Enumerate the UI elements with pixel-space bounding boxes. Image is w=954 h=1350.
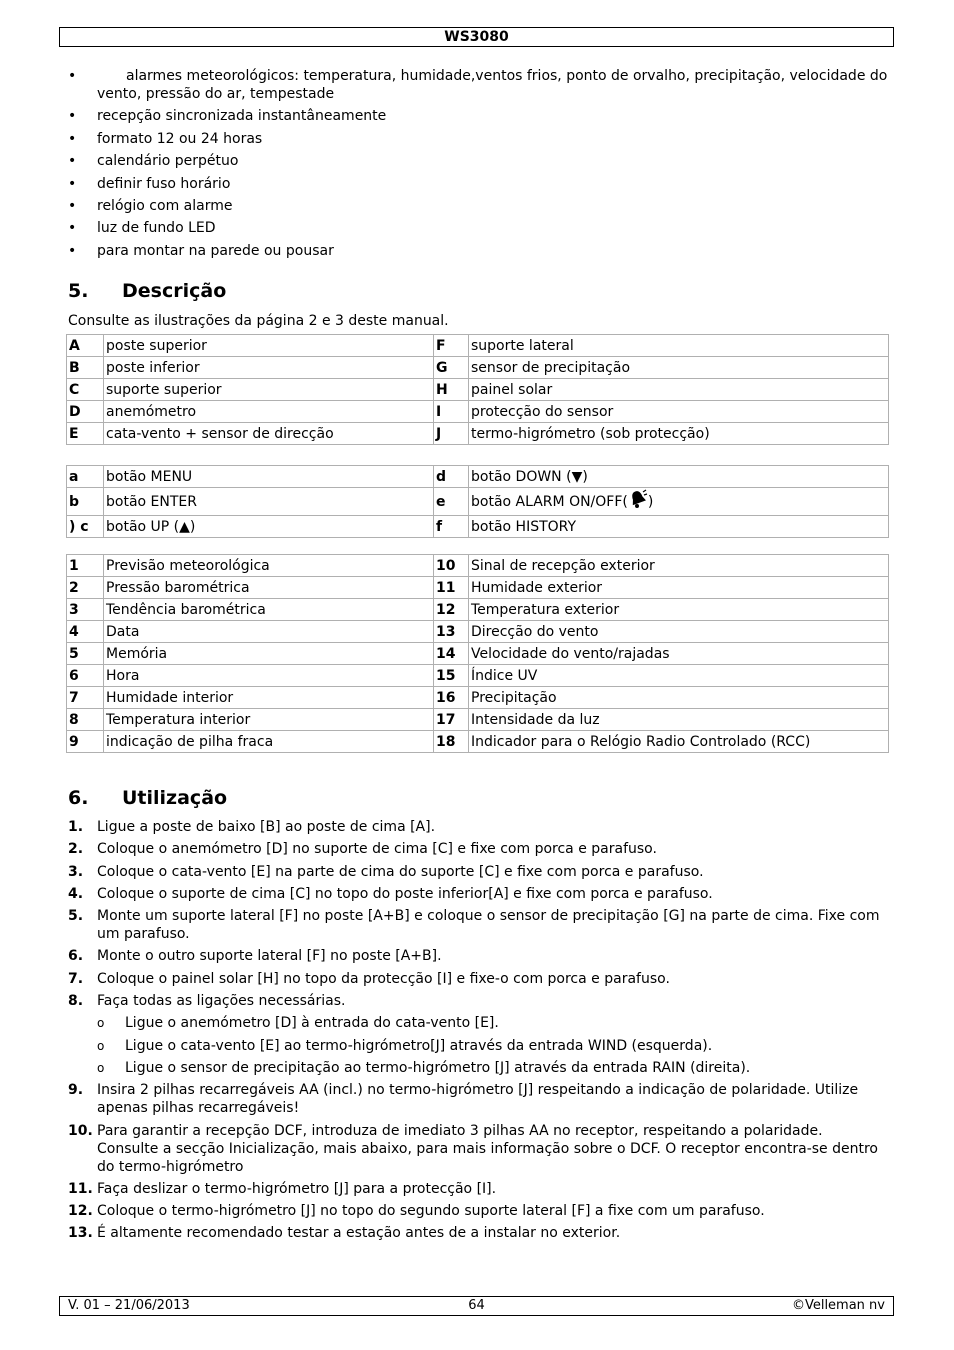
row-key: H xyxy=(434,379,469,401)
list-item xyxy=(68,1180,888,1198)
display-table xyxy=(66,554,889,753)
row-value: poste superior xyxy=(104,335,434,357)
alarm-bell-icon xyxy=(628,489,648,515)
table-row xyxy=(67,709,889,731)
step-number: 3. xyxy=(68,863,84,880)
row-key: 13 xyxy=(434,621,469,643)
row-value: Humidade interior xyxy=(104,687,434,709)
row-value: botão MENU xyxy=(104,466,434,488)
list-item xyxy=(68,1081,888,1117)
row-value: Data xyxy=(104,621,434,643)
row-value: Temperatura exterior xyxy=(469,599,889,621)
table-row xyxy=(67,423,889,445)
row-key: F xyxy=(434,335,469,357)
table-row xyxy=(67,731,889,753)
section-number: 5. xyxy=(68,280,89,302)
step-number: 8. xyxy=(68,993,84,1010)
table-row xyxy=(67,687,889,709)
list-item xyxy=(68,907,888,943)
section-title: Utilização xyxy=(122,787,228,809)
row-value: Índice UV xyxy=(469,665,889,687)
sub-bullet-icon: o xyxy=(97,1060,105,1075)
bullet-icon: • xyxy=(68,197,77,214)
row-value: Hora xyxy=(104,665,434,687)
list-item xyxy=(68,885,888,903)
usage-steps xyxy=(68,818,888,1247)
row-value: Velocidade do vento/rajadas xyxy=(469,643,889,665)
row-key: 3 xyxy=(67,599,104,621)
feature-list xyxy=(68,67,888,264)
table-row xyxy=(67,665,889,687)
row-value: indicação de pilha fraca xyxy=(104,731,434,753)
list-item-text: para montar na parede ou pousar xyxy=(97,242,334,259)
row-value: botão DOWN (▼) xyxy=(469,466,889,488)
parts-table xyxy=(66,334,889,445)
list-item-text: recepção sincronizada instantâneamente xyxy=(97,108,387,125)
row-key: D xyxy=(67,401,104,423)
list-item-text: alarmes meteorológicos: temperatura, humidade,ventos frios, ponto de orvalho, precipitação, velocidade do vento, pressão do ar, tempestade xyxy=(97,68,888,102)
row-value: Temperatura interior xyxy=(104,709,434,731)
table-row xyxy=(67,466,889,488)
list-item xyxy=(68,242,888,260)
step-text: Coloque o painel solar [H] no topo da protecção [I] e fixe-o com porca e parafuso. xyxy=(97,970,670,987)
row-key: d xyxy=(434,466,469,488)
row-value: botão ENTER xyxy=(104,488,434,516)
list-item-text: relógio com alarme xyxy=(97,197,233,214)
row-key: 7 xyxy=(67,687,104,709)
step-text: Ligue o anemómetro [D] à entrada do cata-vento [E]. xyxy=(125,1015,499,1032)
list-item xyxy=(68,818,888,836)
list-item xyxy=(68,1202,888,1220)
bullet-icon: • xyxy=(68,130,77,147)
step-number: 9. xyxy=(68,1082,84,1099)
list-item xyxy=(68,863,888,881)
step-number: 2. xyxy=(68,841,84,858)
section-heading-6 xyxy=(68,787,227,809)
row-key: 17 xyxy=(434,709,469,731)
step-text: Coloque o suporte de cima [C] no topo do poste inferior[A] e fixe com porca e parafuso. xyxy=(97,885,713,902)
row-value: botão HISTORY xyxy=(469,516,889,538)
row-value: poste inferior xyxy=(104,357,434,379)
step-text: Monte o outro suporte lateral [F] no poste [A+B]. xyxy=(97,948,442,965)
row-key: 9 xyxy=(67,731,104,753)
footer-company: ©Velleman nv xyxy=(791,1298,885,1313)
sub-bullet-icon: o xyxy=(97,1016,105,1031)
row-key: 8 xyxy=(67,709,104,731)
bullet-icon: • xyxy=(68,68,77,84)
list-item xyxy=(68,840,888,858)
row-value: protecção do sensor xyxy=(469,401,889,423)
row-value: Previsão meteorológica xyxy=(104,555,434,577)
step-number: 4. xyxy=(68,885,84,902)
step-text: Insira 2 pilhas recarregáveis AA (incl.) no termo-higrómetro [J] respeitando a indicação de polaridade. Utilize apenas pilhas recarregáveis! xyxy=(97,1082,859,1117)
row-key: C xyxy=(67,379,104,401)
list-item xyxy=(68,992,888,1010)
row-key: 5 xyxy=(67,643,104,665)
step-number: 10. xyxy=(68,1122,93,1139)
section-title: Descrição xyxy=(122,280,227,302)
list-item xyxy=(68,1059,888,1077)
row-key: A xyxy=(67,335,104,357)
section-number: 6. xyxy=(68,787,89,809)
bullet-icon: • xyxy=(68,108,77,125)
row-key: 16 xyxy=(434,687,469,709)
row-key: I xyxy=(434,401,469,423)
row-key: 2 xyxy=(67,577,104,599)
row-value: anemómetro xyxy=(104,401,434,423)
page-header xyxy=(59,27,894,47)
section-intro: Consulte as ilustrações da página 2 e 3 deste manual. xyxy=(68,313,449,329)
row-value: Precipitação xyxy=(469,687,889,709)
row-key: 1 xyxy=(67,555,104,577)
row-value-text: ) xyxy=(647,493,654,510)
row-key: 4 xyxy=(67,621,104,643)
step-text: Ligue a poste de baixo [B] ao poste de cima [A]. xyxy=(97,819,436,835)
row-key: 10 xyxy=(434,555,469,577)
table-row xyxy=(67,488,889,516)
step-text: Ligue o cata-vento [E] ao termo-higrómetro[J] através da entrada WIND (esquerda). xyxy=(125,1037,713,1054)
step-number: 13. xyxy=(68,1225,93,1242)
document-title: WS3080 xyxy=(444,29,509,45)
list-item xyxy=(68,130,888,148)
row-value: Memória xyxy=(104,643,434,665)
list-item xyxy=(68,947,888,965)
step-number: 11. xyxy=(68,1180,93,1197)
list-item-text: luz de fundo LED xyxy=(97,220,216,237)
step-number: 6. xyxy=(68,948,84,965)
table-row xyxy=(67,401,889,423)
row-value: Direcção do vento xyxy=(469,621,889,643)
page-footer xyxy=(59,1296,894,1316)
row-value xyxy=(469,488,889,516)
list-item-text: formato 12 ou 24 horas xyxy=(97,130,263,147)
step-text: Coloque o anemómetro [D] no suporte de cima [C] e fixe com porca e parafuso. xyxy=(97,841,657,858)
row-value: Pressão barométrica xyxy=(104,577,434,599)
row-key: a xyxy=(67,466,104,488)
row-key: J xyxy=(434,423,469,445)
row-value: Indicador para o Relógio Radio Controlado (RCC) xyxy=(469,731,889,753)
list-item xyxy=(68,67,888,103)
list-item xyxy=(68,1122,888,1176)
step-text: Coloque o cata-vento [E] na parte de cima do suporte [C] e fixe com porca e parafuso. xyxy=(97,863,704,880)
table-row xyxy=(67,577,889,599)
row-value: Humidade exterior xyxy=(469,577,889,599)
row-key: ) c xyxy=(67,516,104,538)
row-key: 14 xyxy=(434,643,469,665)
list-item xyxy=(68,970,888,988)
row-value: painel solar xyxy=(469,379,889,401)
bullet-icon: • xyxy=(68,242,77,259)
row-key: E xyxy=(67,423,104,445)
table-row xyxy=(67,643,889,665)
table-row xyxy=(67,335,889,357)
buttons-table xyxy=(66,465,889,538)
row-key: 12 xyxy=(434,599,469,621)
row-key: 15 xyxy=(434,665,469,687)
table-row xyxy=(67,357,889,379)
step-number: 1. xyxy=(68,819,84,835)
row-value: suporte superior xyxy=(104,379,434,401)
row-value: Sinal de recepção exterior xyxy=(469,555,889,577)
list-item xyxy=(68,152,888,170)
bullet-icon: • xyxy=(68,175,77,192)
row-value: botão UP (▲) xyxy=(104,516,434,538)
step-text: Monte um suporte lateral [F] no poste [A+B] e coloque o sensor de precipitação [G] na parte de cima. Fixe com um parafuso. xyxy=(97,908,880,943)
row-value: termo-higrómetro (sob protecção) xyxy=(469,423,889,445)
step-text: Faça todas as ligações necessárias. xyxy=(97,993,346,1010)
list-item xyxy=(68,1014,888,1032)
bullet-icon: • xyxy=(68,220,77,237)
step-text: Para garantir a recepção DCF, introduza de imediato 3 pilhas AA no receptor, respeitando a polaridade. Consulte a secção Inicialização, mais abaixo, para mais informação sobre o DCF. O receptor encontra-se dentro do termo-higrómetro xyxy=(97,1122,878,1175)
step-number: 5. xyxy=(68,908,84,925)
table-row xyxy=(67,516,889,538)
row-value: suporte lateral xyxy=(469,335,889,357)
step-text: Ligue o sensor de precipitação ao termo-higrómetro [J] através da entrada RAIN (direita). xyxy=(125,1059,751,1076)
row-key: 11 xyxy=(434,577,469,599)
row-value: Tendência barométrica xyxy=(104,599,434,621)
footer-version: V. 01 – 21/06/2013 xyxy=(68,1298,190,1313)
footer-page-number: 64 xyxy=(468,1298,485,1313)
step-number: 7. xyxy=(68,970,84,987)
list-item xyxy=(68,107,888,125)
table-row xyxy=(67,599,889,621)
table-row xyxy=(67,621,889,643)
row-value: cata-vento + sensor de direcção xyxy=(104,423,434,445)
table-row xyxy=(67,555,889,577)
row-key: e xyxy=(434,488,469,516)
list-item-text: calendário perpétuo xyxy=(97,153,239,170)
list-item xyxy=(68,175,888,193)
row-value: Intensidade da luz xyxy=(469,709,889,731)
row-key: G xyxy=(434,357,469,379)
list-item xyxy=(68,1224,888,1242)
list-item-text: definir fuso horário xyxy=(97,175,231,192)
section-heading-5 xyxy=(68,280,226,302)
list-item xyxy=(68,219,888,237)
list-item xyxy=(68,1037,888,1055)
sub-bullet-icon: o xyxy=(97,1038,105,1053)
row-value-text: botão ALARM ON/OFF( xyxy=(471,493,628,510)
row-value: sensor de precipitação xyxy=(469,357,889,379)
list-item xyxy=(68,197,888,215)
row-key: 18 xyxy=(434,731,469,753)
bullet-icon: • xyxy=(68,153,77,170)
step-number: 12. xyxy=(68,1203,93,1220)
table-row xyxy=(67,379,889,401)
step-text: Coloque o termo-higrómetro [J] no topo do segundo suporte lateral [F] a fixe com um parafuso. xyxy=(97,1203,765,1220)
row-key: b xyxy=(67,488,104,516)
step-text: Faça deslizar o termo-higrómetro [J] para a protecção [I]. xyxy=(97,1180,497,1197)
row-key: f xyxy=(434,516,469,538)
row-key: B xyxy=(67,357,104,379)
step-text: É altamente recomendado testar a estação antes de a instalar no exterior. xyxy=(97,1225,621,1242)
row-key: 6 xyxy=(67,665,104,687)
